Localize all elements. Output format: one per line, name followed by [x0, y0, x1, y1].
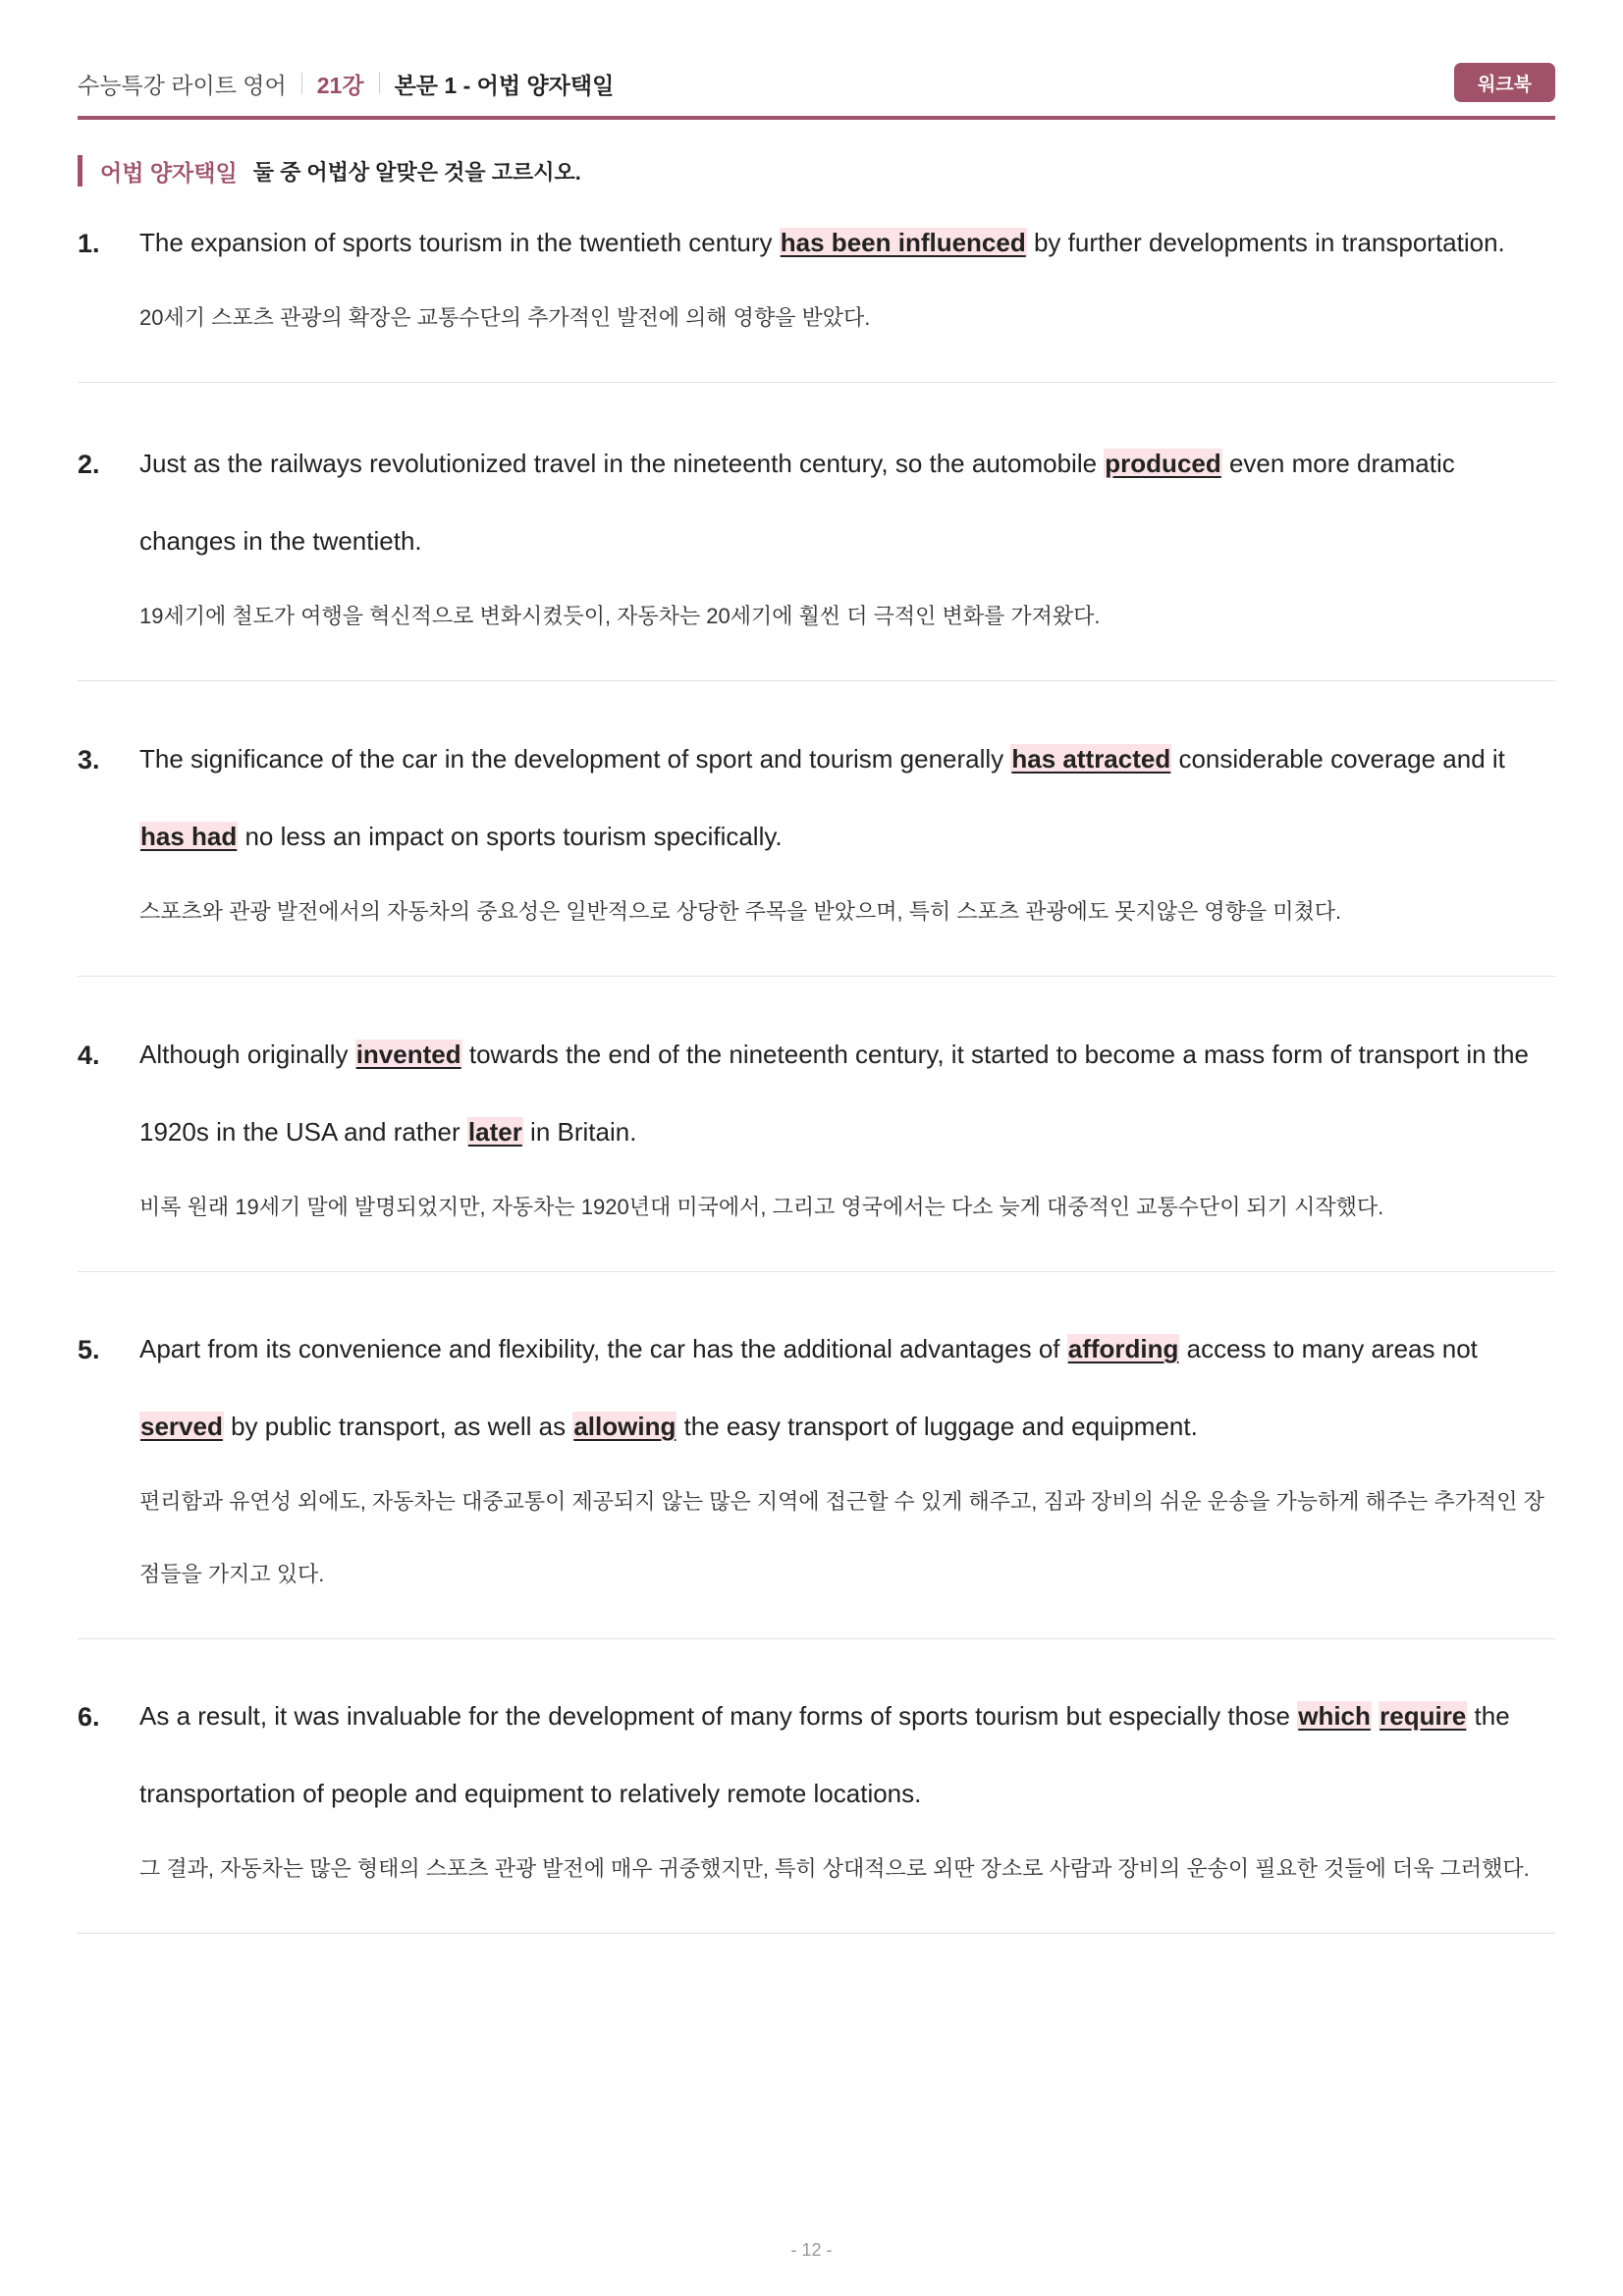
sentence-text: access to many areas not — [1179, 1334, 1478, 1363]
korean-translation: 비록 원래 19세기 말에 발명되었지만, 자동차는 1920년대 미국에서, 그리고 영국에서는 다소 늦게 대중적인 교통수단이 되기 시작했다. — [139, 1195, 1384, 1219]
lesson-number: 21강 — [316, 72, 364, 98]
korean-translation: 19세기에 철도가 여행을 혁신적으로 변화시켰듯이, 자동차는 20세기에 훨씬 더 극적인 변화를 가져왔다. — [139, 604, 1101, 628]
header-divider — [379, 73, 380, 94]
item-divider — [78, 1638, 1555, 1639]
english-sentence — [139, 1310, 1555, 1466]
grammar-choice: allowing — [573, 1412, 676, 1441]
page-number: - 12 - — [790, 2240, 833, 2260]
header-rule — [78, 116, 1555, 120]
sentence-text: The significance of the car in the development of sport and tourism generally — [139, 744, 1011, 774]
question-number: 1. — [78, 229, 100, 258]
sentence-text: As a result, it was invaluable for the development of many forms of sports tourism but especially those — [139, 1701, 1298, 1731]
korean-translation: 스포츠와 관광 발전에서의 자동차의 중요성은 일반적으로 상당한 주목을 받았으며, 특히 스포츠 관광에도 못지않은 영향을 미쳤다. — [139, 899, 1342, 924]
item-divider — [78, 680, 1555, 681]
workbook-badge: 워크북 — [1454, 63, 1555, 102]
korean-translation: 그 결과, 자동차는 많은 형태의 스포츠 관광 발전에 매우 귀중했지만, 특히 상대적으로 외딴 장소로 사람과 장비의 운송이 필요한 것들에 더욱 그러했다. — [139, 1856, 1530, 1881]
english-sentence — [139, 1016, 1555, 1171]
english-sentence — [139, 1678, 1555, 1833]
page-header — [78, 61, 1555, 106]
sentence-text: the transportation of people and equipment to relatively remote locations. — [139, 1701, 1510, 1808]
question-item-2 — [78, 445, 1555, 681]
question-number: 2. — [78, 450, 100, 479]
grammar-choice: require — [1380, 1701, 1467, 1731]
sentence-text: by further developments in transportation. — [1026, 228, 1505, 257]
grammar-choice: has had — [140, 822, 238, 851]
instruction — [78, 155, 581, 187]
question-number: 6. — [78, 1702, 100, 1732]
sentence-text: in Britain. — [522, 1117, 637, 1147]
question-item-1 — [78, 224, 1555, 383]
sentence-text: even more dramatic changes in the twentieth. — [139, 449, 1455, 556]
item-divider — [78, 976, 1555, 977]
grammar-choice: later — [467, 1117, 522, 1147]
korean-translation: 편리함과 유연성 외에도, 자동차는 대중교통이 제공되지 않는 많은 지역에 접근할 수 있게 해주고, 짐과 장비의 쉬운 운송을 가능하게 해주는 추가적인 장점들을 가지고 있다. — [139, 1489, 1544, 1586]
section-title: 본문 1 - 어법 양자택일 — [394, 72, 615, 98]
sentence-text: no less an impact on sports tourism specifically. — [238, 822, 783, 851]
question-item-5 — [78, 1330, 1555, 1639]
grammar-choice: affording — [1067, 1334, 1179, 1363]
course-name: 수능특강 라이트 영어 — [78, 72, 287, 98]
item-divider — [78, 1271, 1555, 1272]
korean-translation: 20세기 스포츠 관광의 확장은 교통수단의 추가적인 발전에 의해 영향을 받았다. — [139, 305, 871, 330]
grammar-choice: which — [1298, 1701, 1371, 1731]
sentence-text: considerable coverage and it — [1171, 744, 1505, 774]
sentence-text: Although originally — [139, 1040, 355, 1069]
sentence-text: by public transport, as well as — [223, 1412, 573, 1441]
instruction-label: 어법 양자택일 — [100, 159, 238, 186]
english-sentence — [139, 721, 1555, 876]
grammar-choice: invented — [355, 1040, 461, 1069]
item-divider — [78, 382, 1555, 383]
grammar-choice: has attracted — [1011, 744, 1171, 774]
sentence-text: Just as the railways revolutionized travel in the nineteenth century, so the automobile — [139, 449, 1105, 478]
instruction-accent-bar — [78, 155, 82, 187]
sentence-text: The expansion of sports tourism in the twentieth century — [139, 228, 780, 257]
question-item-4 — [78, 1036, 1555, 1272]
question-item-6 — [78, 1697, 1555, 1934]
header-divider — [301, 73, 302, 94]
english-sentence — [139, 425, 1555, 580]
sentence-text: towards the end of the nineteenth century, it started to become a mass form of transport in the 1920s in the USA and rather — [139, 1040, 1529, 1147]
question-number: 3. — [78, 745, 100, 774]
question-number: 4. — [78, 1041, 100, 1070]
grammar-choice: served — [140, 1412, 223, 1441]
instruction-text: 둘 중 어법상 알맞은 것을 고르시오. — [252, 159, 581, 185]
sentence-text: the easy transport of luggage and equipment. — [676, 1412, 1198, 1441]
grammar-choice: produced — [1105, 449, 1221, 478]
question-number: 5. — [78, 1335, 100, 1364]
english-sentence — [139, 204, 1555, 282]
question-item-3 — [78, 740, 1555, 977]
grammar-choice: has been influenced — [780, 228, 1026, 257]
sentence-text: Apart from its convenience and flexibility, the car has the additional advantages of — [139, 1334, 1067, 1363]
item-divider — [78, 1933, 1555, 1934]
